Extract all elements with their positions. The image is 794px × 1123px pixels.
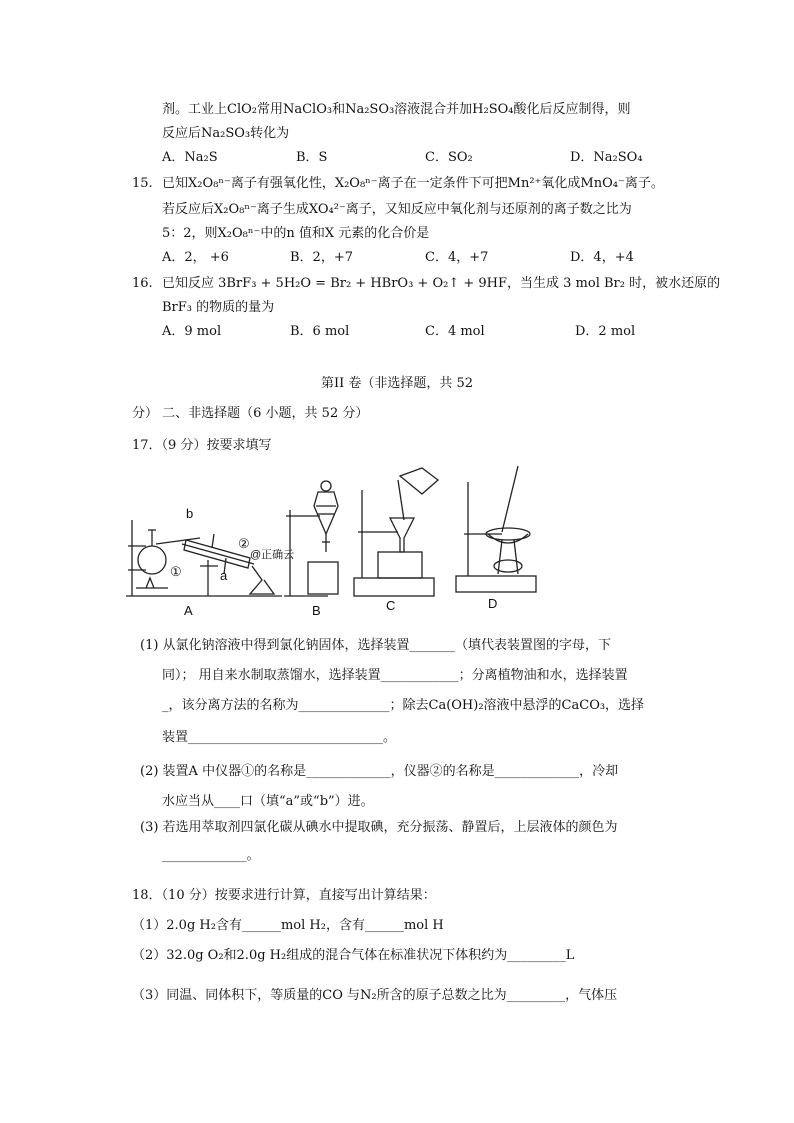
q17-header: 17．（9 分）按要求填写 xyxy=(132,438,272,453)
q15-option-c: C．4，+7 xyxy=(425,250,489,265)
section-2-title: 第II 卷（非选择题，共 52 xyxy=(320,376,474,391)
q17-part1-line-1: (1) 从氯化钠溶液中得到氯化钠固体，选择装置_______（填代表装置图的字母，下 xyxy=(140,638,612,653)
q17-part1-line-3: _，该分离方法的名称为______________；除去Ca(OH)₂溶液中悬浮的CaCO₃，选择 xyxy=(162,698,645,713)
q16-option-d: D．2 mol xyxy=(575,324,636,339)
figure-label-instrument-1: ① xyxy=(170,564,182,579)
q18-part3: （3）同温、同体积下，等质量的CO 与N₂所含的原子总数之比为_________，气体压 xyxy=(132,988,618,1003)
q16-option-a: A．9 mol xyxy=(162,324,222,339)
q18-header: 18．（10 分）按要求进行计算，直接写出计算结果： xyxy=(132,888,436,903)
q14-option-c: C．SO₂ xyxy=(425,150,473,165)
figure-label-a: A xyxy=(184,603,193,618)
q15-line-1: 已知X₂O₈ⁿ⁻离子有强氧化性，X₂O₈ⁿ⁻离子在一定条件下可把Mn²⁺氧化成MnO₄⁻离子。 xyxy=(162,176,664,191)
q17-part2-line-2: 水应当从____口（填“a”或“b”）进。 xyxy=(162,794,374,809)
q15-option-a: A．2， +6 xyxy=(162,250,229,265)
apparatus-d-evaporation xyxy=(456,466,536,592)
q16-line-2: BrF₃ 的物质的量为 xyxy=(162,300,275,315)
q14-option-d: D．Na₂SO₄ xyxy=(570,150,643,165)
q16-number: 16. xyxy=(132,276,153,291)
q15-option-b: B．2，+7 xyxy=(290,250,353,265)
apparatus-b-separatory-funnel xyxy=(284,481,338,596)
q17-part2-line-1: (2) 装置A 中仪器①的名称是_____________，仪器②的名称是_____________，冷却 xyxy=(140,764,619,779)
apparatus-svg xyxy=(122,462,542,620)
q17-part3-line-1: (3) 若选用萃取剂四氯化碳从碘水中提取碘，充分振荡、静置后，上层液体的颜色为 xyxy=(140,820,618,835)
q15-option-d: D．4，+4 xyxy=(570,250,634,265)
apparatus-c-filtration xyxy=(354,468,438,596)
figure-label-d: D xyxy=(488,596,498,611)
q15-line-3: 5：2，则X₂O₈ⁿ⁻中的n 值和X 元素的化合价是 xyxy=(162,226,430,241)
q14-line-1: 剂。工业上ClO₂常用NaClO₃和Na₂SO₃溶液混合并加H₂SO₄酸化后反应制得，则 xyxy=(162,102,631,117)
q14-line-2: 反应后Na₂SO₃转化为 xyxy=(162,126,290,141)
figure-label-b: B xyxy=(312,603,321,618)
q18-part2: （2）32.0g O₂和2.0g H₂组成的混合气体在标准状况下体积约为_________L xyxy=(132,948,575,963)
apparatus-figure xyxy=(122,462,542,620)
q17-part1-line-2: 同）； 用自来水制取蒸馏水，选择装置____________；分离植物油和水，选择装置 xyxy=(162,668,628,683)
q14-option-a: A．Na₂S xyxy=(162,150,218,165)
q15-line-2: 若反应后X₂O₈ⁿ⁻离子生成XO₄²⁻离子，又知反应中氧化剂与还原剂的离子数之比为 xyxy=(162,202,632,217)
q16-line-1: 已知反应 3BrF₃ + 5H₂O = Br₂ + HBrO₃ + O₂↑ + 9HF，当生成 3 mol Br₂ 时，被水还原的 xyxy=(162,276,721,291)
q16-option-b: B．6 mol xyxy=(290,324,350,339)
figure-label-c: C xyxy=(386,598,396,613)
q16-option-c: C．4 mol xyxy=(425,324,485,339)
q14-option-b: B．S xyxy=(296,150,328,165)
figure-label-inlet-b: b xyxy=(186,506,194,521)
q18-part1: （1）2.0g H₂含有______mol H₂，含有______mol H xyxy=(132,918,444,933)
figure-watermark: @正确云 xyxy=(250,549,295,561)
figure-label-instrument-2: ② xyxy=(238,536,250,551)
figure-label-inlet-a: a xyxy=(220,568,228,583)
q15-number: 15. xyxy=(132,176,153,191)
q17-part1-line-4: 装置______________________________。 xyxy=(162,730,397,745)
q17-part3-line-2: _____________。 xyxy=(162,848,260,863)
section-2-subtitle: 分） 二、非选择题（6 小题，共 52 分） xyxy=(132,406,369,421)
